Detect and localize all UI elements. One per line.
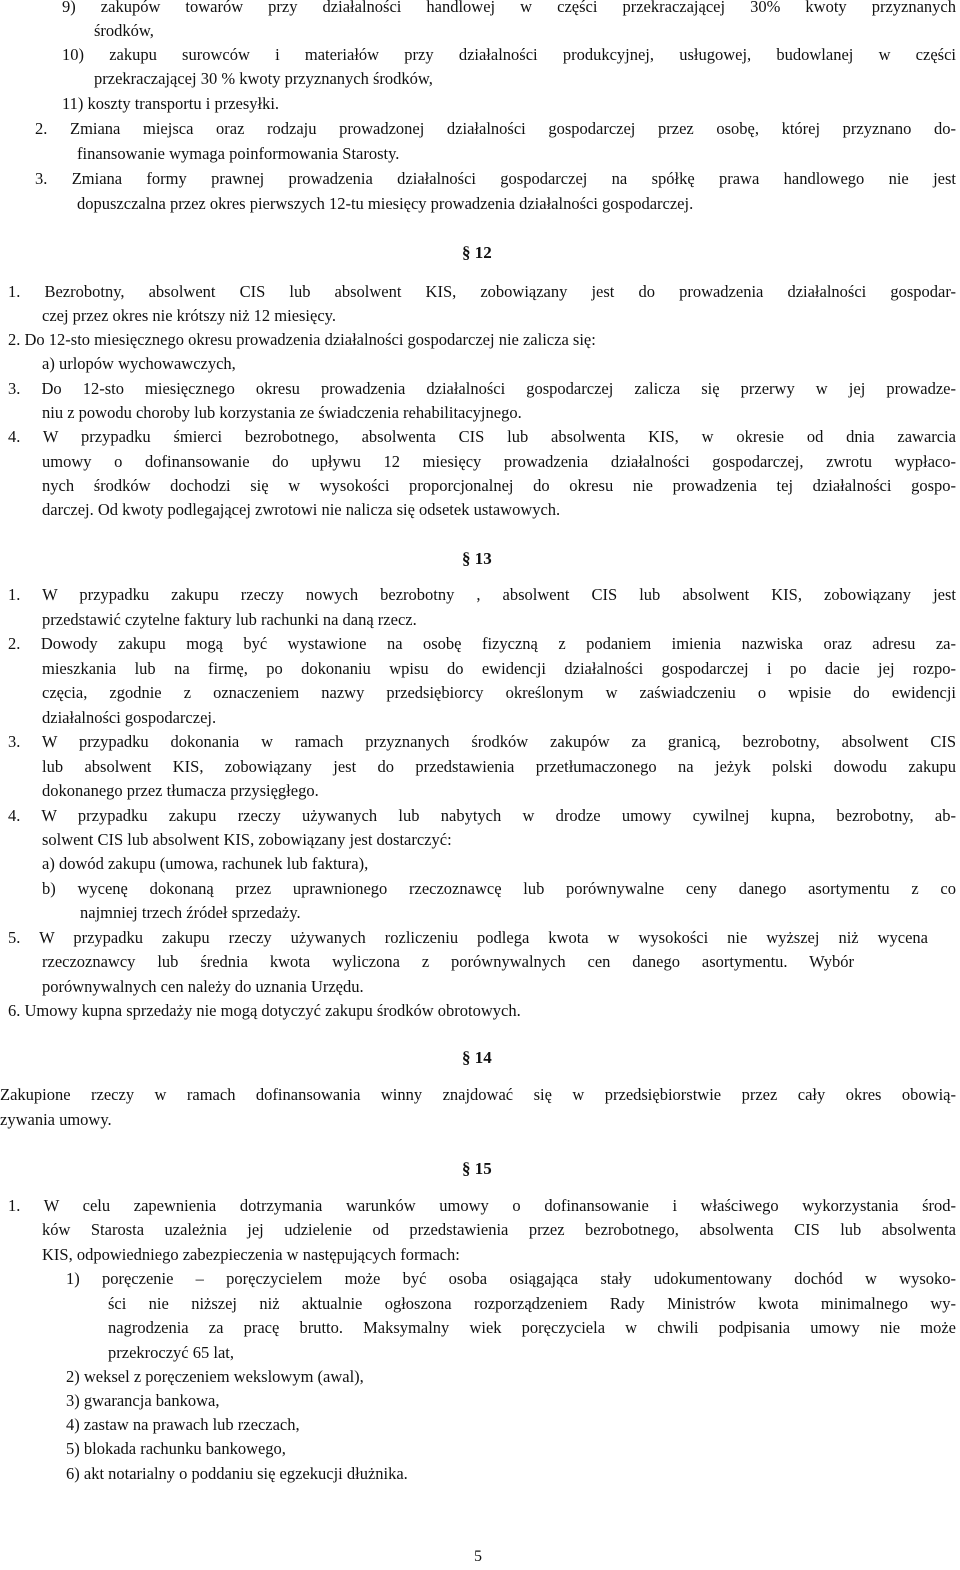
s13-item-4-b: b) wycenę dokonaną przez uprawnionego rzeczoznawcę lub porównywalne ceny danego asortymentu z co [42,879,956,898]
s15-form-1-cont-2: nagrodzenia za pracę brutto. Maksymalny wiek poręczyciela w chwili podpisania umowy nie może [108,1318,956,1337]
s15-form-1-cont-3: przekroczyć 65 lat, [108,1343,234,1362]
s13-item-3-cont-1: lub absolwent KIS, zobowiązany jest do przedstawienia przetłumaczonego na jeżyk polski dowodu zakupu [42,757,956,776]
s13-item-5-cont-2: porównywalnych cen należy do uznania Urzędu. [42,977,364,996]
s12-item-4-cont-1: umowy o dofinansowanie do upływu 12 miesięcy prowadzenia działalności gospodarczej, zwrotu wypłaco- [42,452,956,471]
s15-item-1: 1. W celu zapewnienia dotrzymania warunków umowy o dofinansowanie i właściwego wykorzystania środ- [8,1196,956,1215]
s13-item-3: 3. W przypadku dokonania w ramach przyznanych środków zakupów za granicą, bezrobotny, absolwent CIS [8,732,956,751]
s13-item-1-cont: przedstawić czytelne faktury lub rachunki na daną rzecz. [42,610,417,629]
s14-paragraph-cont: zywania umowy. [0,1110,112,1129]
s15-form-2: 2) weksel z poręczeniem wekslowym (awal), [66,1367,364,1386]
paragraph-3-cont: dopuszczalna przez okres pierwszych 12-tu miesięcy prowadzenia działalności gospodarczej. [77,194,694,213]
s15-form-1: 1) poręczenie – poręczycielem może być osoba osiągająca stały udokumentowany dochód w wysoko- [66,1269,956,1288]
s12-item-4-cont-2: nych środków dochodzi się w wysokości proporcjonalnej do okresu nie prowadzenia tej działalności gospo- [42,476,956,495]
s13-item-4-b-cont: najmniej trzech źródeł sprzedaży. [80,903,301,922]
s13-item-2-cont-1: mieszkania lub na firmę, po dokonaniu wpisu do ewidencji działalności gospodarczej i po dacie jej rozpo- [42,659,956,678]
s12-item-1: 1. Bezrobotny, absolwent CIS lub absolwent KIS, zobowiązany jest do prowadzenia działalności gospodar- [8,282,956,301]
s13-item-4-a: a) dowód zakupu (umowa, rachunek lub faktura), [42,854,369,873]
s15-form-3: 3) gwarancja bankowa, [66,1391,220,1410]
page-number: 5 [474,1548,482,1565]
s15-form-1-cont-1: ści nie niższej niż aktualnie ogłoszona rozporządzeniem Rady Ministrów kwota minimalnego wy- [108,1294,956,1313]
s13-item-6: 6. Umowy kupna sprzedaży nie mogą dotyczyć zakupu środków obrotowych. [8,1001,521,1020]
s13-item-5: 5. W przypadku zakupu rzeczy używanych rozliczeniu podlega kwota w wysokości nie wyższej niż wycena [8,928,928,947]
s12-item-4-cont-3: darczej. Od kwoty podlegającej zwrotowi nie nalicza się odsetek ustawowych. [42,500,561,519]
s13-item-1: 1. W przypadku zakupu rzeczy nowych bezrobotny , absolwent CIS lub absolwent KIS, zobowiązany jest [8,585,956,604]
s12-item-1-cont: czej przez okres nie krótszy niż 12 miesięcy. [42,306,336,325]
list-item-10-cont: przekraczającej 30 % kwoty przyznanych środków, [94,69,433,88]
s15-form-6: 6) akt notarialny o poddaniu się egzekucji dłużnika. [66,1464,408,1483]
s12-item-4: 4. W przypadku śmierci bezrobotnego, absolwenta CIS lub absolwenta KIS, w okresie od dnia zawarcia [8,427,956,446]
s12-item-2-a: a) urlopów wychowawczych, [42,354,236,373]
list-item-9: 9) zakupów towarów przy działalności handlowej w części przekraczającej 30% kwoty przyznanych [62,0,956,16]
s13-item-3-cont-2: dokonanego przez tłumacza przysięgłego. [42,781,319,800]
list-item-9-cont: środków, [94,21,154,40]
paragraph-2: 2. Zmiana miejsca oraz rodzaju prowadzonej działalności gospodarczej przez osobę, której przyznano do- [35,119,956,138]
section-heading-12: § 12 [462,243,492,262]
section-heading-15: § 15 [462,1159,492,1178]
paragraph-3: 3. Zmiana formy prawnej prowadzenia działalności gospodarczej na spółkę prawa handlowego nie jest [35,169,956,188]
paragraph-2-cont: finansowanie wymaga poinformowania Starosty. [77,144,400,163]
section-heading-13: § 13 [462,549,492,568]
s13-item-2: 2. Dowody zakupu mogą być wystawione na osobę fizyczną z podaniem imienia nazwiska oraz adresu za- [8,634,956,653]
s13-item-4: 4. W przypadku zakupu rzeczy używanych lub nabytych w drodze umowy cywilnej kupna, bezrobotny, ab- [8,806,956,825]
s13-item-5-cont-1: rzeczoznawcy lub średnia kwota wyliczona z porównywalnych cen danego asortymentu. Wybór [42,952,854,971]
s12-item-2: 2. Do 12-sto miesięcznego okresu prowadzenia działalności gospodarczej nie zalicza się: [8,330,596,349]
s12-item-3: 3. Do 12-sto miesięcznego okresu prowadzenia działalności gospodarczej zalicza się przerwy w jej prowadze- [8,379,956,398]
s15-item-1-cont-2: KIS, odpowiedniego zabezpieczenia w następujących formach: [42,1245,460,1264]
s15-item-1-cont-1: ków Starosta uzależnia jej udzielenie od przedstawienia przez bezrobotnego, absolwenta CIS lub absolwenta [42,1220,956,1239]
s15-form-5: 5) blokada rachunku bankowego, [66,1439,286,1458]
s13-item-2-cont-2: częcia, zgodnie z oznaczeniem nazwy przedsiębiorcy określonym w zaświadczeniu o wpisie do ewidencji [42,683,956,702]
list-item-11: 11) koszty transportu i przesyłki. [62,94,280,113]
s13-item-4-cont: solwent CIS lub absolwent KIS, zobowiązany jest dostarczyć: [42,830,452,849]
s12-item-3-cont: niu z powodu choroby lub korzystania ze świadczenia rehabilitacyjnego. [42,403,522,422]
s15-form-4: 4) zastaw na prawach lub rzeczach, [66,1415,300,1434]
list-item-10: 10) zakupu surowców i materiałów przy działalności produkcyjnej, usługowej, budowlanej w części [62,45,956,64]
s13-item-2-cont-3: działalności gospodarczej. [42,708,217,727]
s14-paragraph: Zakupione rzeczy w ramach dofinansowania winny znajdować się w przedsiębiorstwie przez cały okres obowią- [0,1085,956,1104]
section-heading-14: § 14 [462,1048,492,1067]
